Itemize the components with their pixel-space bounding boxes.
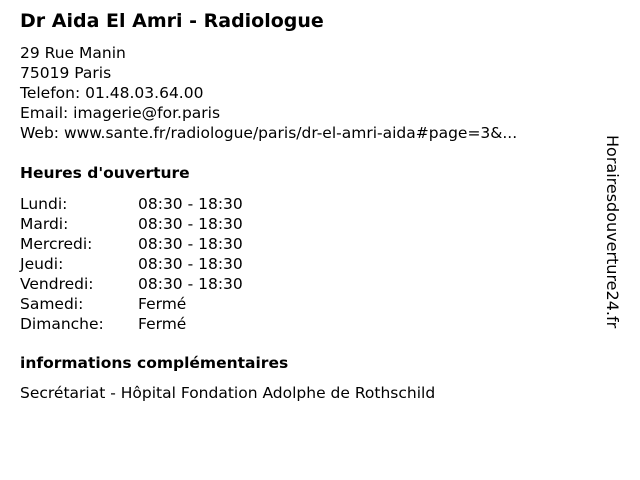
hours-row-dimanche [20, 314, 243, 334]
hours-row-mardi [20, 214, 243, 234]
day-label: Jeudi: [20, 255, 64, 273]
day-hours: 08:30 - 18:30 [138, 255, 243, 273]
address-city: 75019 Paris [20, 64, 112, 82]
day-hours: Fermé [138, 295, 187, 313]
day-label: Samedi: [20, 295, 84, 313]
day-hours: Fermé [138, 315, 187, 333]
email-address[interactable]: Email: imagerie@for.paris [20, 104, 221, 122]
day-label: Mercredi: [20, 235, 93, 253]
hours-row-jeudi [20, 254, 243, 274]
day-hours: 08:30 - 18:30 [138, 275, 243, 293]
day-label: Vendredi: [20, 275, 94, 293]
phone-number[interactable]: Telefon: 01.48.03.64.00 [20, 84, 204, 102]
hours-row-samedi [20, 294, 243, 314]
day-hours: 08:30 - 18:30 [138, 235, 243, 253]
day-label: Mardi: [20, 215, 69, 233]
additional-info-title: informations complémentaires [20, 354, 289, 372]
contact-block [20, 43, 517, 143]
hours-row-mercredi [20, 234, 243, 254]
hours-row-vendredi [20, 274, 243, 294]
hours-row-lundi [20, 194, 243, 214]
day-label: Dimanche: [20, 315, 104, 333]
opening-hours-title: Heures d'ouverture [20, 164, 190, 182]
day-label: Lundi: [20, 195, 68, 213]
opening-hours-table [20, 194, 243, 334]
day-hours: 08:30 - 18:30 [138, 215, 243, 233]
page-title: Dr Aida El Amri - Radiologue [20, 10, 324, 32]
additional-info-text: Secrétariat - Hôpital Fondation Adolphe de Rothschild [20, 384, 436, 402]
day-hours: 08:30 - 18:30 [138, 195, 243, 213]
address-street: 29 Rue Manin [20, 44, 126, 62]
website-link[interactable]: Web: www.sante.fr/radiologue/paris/dr-el-amri-aida#page=3&... [20, 124, 518, 142]
site-watermark: Horairesdouverture24.fr [603, 135, 622, 329]
